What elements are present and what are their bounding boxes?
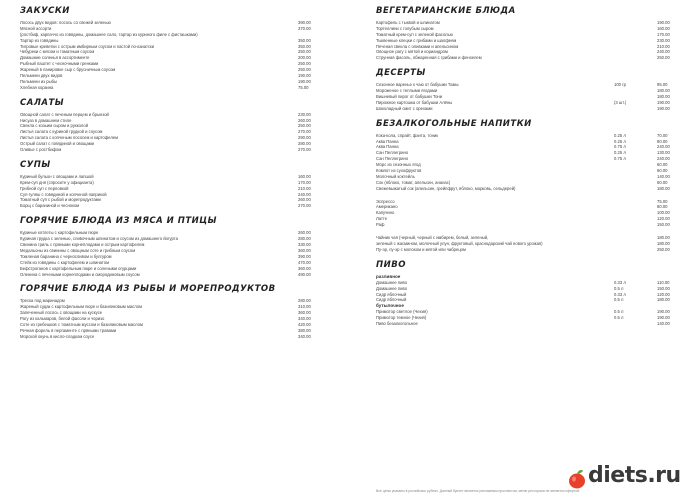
item-name: Свекла с козьим сыром и рукколой (20, 123, 89, 129)
item-price: 170.00 (298, 179, 311, 185)
item-name: Свежевыжатый сок (апельсин, грейпфрут, яблоко, морковь, сельдерей) (376, 185, 516, 191)
item-name: Жареный в панировке сыр с брусничным соусом (20, 67, 116, 73)
item-name: Острый салат с говядиной и овощами (20, 141, 95, 147)
item-name: Треска под маринадом (20, 298, 65, 304)
section-title: ЗАКУСКИ (20, 6, 70, 16)
item-name: Пиво безалкогольное (376, 321, 418, 327)
item-name: Овощной салат с печеным перцем и брынзой (20, 111, 109, 117)
item-price: 260.00 (298, 117, 311, 123)
site-logo[interactable] (566, 462, 684, 494)
item-quantity: 0.33 л (614, 279, 626, 285)
item-name: Овощное рагу с мятой и кориандром (376, 49, 448, 55)
item-quantity: 100 гр (614, 82, 627, 88)
item-price: 100.00 (657, 210, 670, 216)
item-price: 420.00 (298, 321, 311, 327)
menu-item (376, 247, 672, 253)
item-name: Куриная грудка с зеленью, сливочным шпинатом и соусом из домашнего йогурта (20, 236, 178, 242)
item-name: Латте (376, 216, 388, 222)
item-price: 340.00 (298, 316, 311, 322)
item-price: 150.00 (657, 285, 670, 291)
item-price: 360.00 (298, 247, 311, 253)
item-price: 60.00 (657, 168, 668, 174)
item-price: 390.00 (298, 20, 311, 25)
item-name: Крем-суп дня (спросите у официанта) (20, 179, 94, 185)
item-name: Раф (376, 222, 385, 228)
item-name: Листья салата с куриной грудкой и соусом (20, 129, 103, 135)
item-name: Морс из сезонных ягод (376, 162, 421, 168)
item-price: 380.00 (298, 327, 311, 333)
footnote: Все цены указаны в российских рублях. Данный буклет является рекламным проспектом, меню ресторана не является офертой. (376, 489, 581, 493)
item-price: 60.00 (657, 179, 668, 185)
menu-section (20, 160, 320, 209)
item-price: 360.00 (298, 265, 311, 271)
item-price: 180.00 (657, 94, 670, 100)
menu-item (376, 222, 672, 228)
item-quantity: 0.25 л (614, 150, 626, 156)
item-price: 190.00 (657, 20, 670, 25)
item-name: Оливье с ростбифом (20, 147, 62, 153)
item-name: Американо (376, 204, 398, 210)
item-price: 280.00 (298, 298, 311, 304)
item-price: 180.00 (657, 235, 670, 241)
item-name: Печеная свекла с оливками и апельсином (376, 43, 459, 49)
item-name: Листья салата с копченым лососем и картофелем (20, 135, 119, 141)
menu-item (20, 85, 320, 91)
item-price: 75.00 (657, 198, 668, 204)
item-price: 250.00 (298, 123, 311, 129)
item-price: 470.00 (298, 259, 311, 265)
item-name: Молочный коктейль (376, 173, 415, 179)
item-price: 170.00 (657, 31, 670, 37)
item-price: 210.00 (298, 185, 311, 191)
item-name: Примотор светлое (Чехия) (376, 309, 428, 315)
item-name: Куриный бульон с овощами и лапшой (20, 173, 94, 179)
section-title: САЛАТЫ (20, 97, 65, 108)
item-price: 270.00 (298, 129, 311, 135)
menu-section (376, 199, 672, 228)
item-price: 190.00 (657, 99, 670, 105)
item-quantity: 0.33 л (614, 291, 626, 297)
item-name: Пельмени двух видов (20, 73, 63, 79)
item-name: Речная форель в пергаменте с пряными травами (20, 327, 117, 333)
item-name: Сан Пеллегрино (376, 150, 409, 156)
item-name: (ростбиф, карпаччо из говядины, домашнее сало, тартар из куриного филе с фисташками) (20, 31, 198, 37)
right-column (376, 6, 672, 334)
menu-section (376, 68, 672, 111)
item-quantity: 0.5 л (614, 285, 624, 291)
left-column (20, 6, 320, 347)
item-price: 75.00 (298, 84, 309, 90)
item-price: 190.00 (657, 309, 670, 315)
item-name: Свинина гриль с пряными корнеплодами и острым картофелем (20, 242, 145, 248)
item-name: Бефстроганов с картофельным пюре и солеными огурцами (20, 265, 137, 271)
item-quantity: 0.5 л (614, 297, 624, 303)
item-price: 210.00 (657, 43, 670, 49)
item-price: 70.00 (657, 132, 668, 138)
menu-item (20, 334, 320, 340)
item-price: 240.00 (657, 144, 670, 150)
subsection-label: разливное (376, 273, 401, 279)
item-name: Лосось двух видов: лосось со свежей зеленью (20, 20, 111, 25)
item-price: 350.00 (298, 43, 311, 49)
item-price: 180.00 (657, 88, 670, 94)
item-name: Домашнее пиво (376, 285, 408, 291)
item-name: Чебуреки с мясом и томатным соусом (20, 49, 95, 55)
item-price: 270.00 (298, 203, 311, 209)
item-name: Сидр яблочный (376, 297, 407, 303)
item-price: 230.00 (657, 37, 670, 43)
item-name: Стейк из говядины с картофелем и шпинатом (20, 259, 109, 265)
item-quantity: (3 шт.) (614, 99, 627, 105)
item-name: Мороженое с теплыми ягодами (376, 88, 438, 94)
item-price: 180.00 (657, 185, 670, 191)
item-price: 270.00 (298, 147, 311, 153)
item-price: 110.00 (657, 279, 670, 285)
apple-icon (566, 468, 588, 490)
item-quantity: 0.75 л (614, 144, 626, 150)
item-name: Жареный судак с картофельным пюре и базиликовым маслом (20, 304, 142, 310)
menu-item (20, 147, 320, 153)
item-price: 150.00 (657, 222, 670, 228)
item-price: 390.00 (298, 253, 311, 259)
item-name: Пирожное картошка от бабушки Алёны (376, 99, 453, 105)
item-name: Мясной ассорти (20, 25, 52, 31)
item-name: Рагу из кальмаров, белой фасоли и чоризо (20, 316, 105, 322)
item-price: 370.00 (298, 25, 311, 31)
item-price: 200.00 (298, 55, 311, 61)
item-price: 360.00 (298, 310, 311, 316)
item-price: 190.00 (657, 105, 670, 111)
section-title: БЕЗАЛКОГОЛЬНЫЕ НАПИТКИ (376, 118, 532, 129)
item-price: 60.00 (657, 162, 668, 168)
menu-item (376, 321, 672, 327)
item-name: Тигровые креветки с острым имбирным соусом и пастой по-азиатски (20, 43, 155, 49)
item-price: 230.00 (298, 111, 311, 117)
item-name: Компот из сухофруктов (376, 168, 422, 174)
logo-text: diets.ru (588, 463, 681, 488)
item-name: Кока-кола, спрайт, фанта, тоник (376, 132, 439, 138)
item-price: 250.00 (298, 61, 311, 67)
item-name: Хлебная корзина (20, 84, 54, 90)
item-price: 290.00 (298, 135, 311, 141)
item-name: Соте из гребешков с томатным муссом и базиликовым маслом (20, 321, 143, 327)
item-name: Суп-гуляш с говядиной и копченой паприкой (20, 191, 107, 197)
item-price: 240.00 (657, 49, 670, 55)
item-price: 250.00 (298, 49, 311, 55)
item-price: 130.00 (657, 150, 670, 156)
item-price: 250.00 (298, 67, 311, 73)
item-name: Сидр яблочный (376, 291, 407, 297)
item-price: 250.00 (657, 55, 670, 61)
item-price: 80.00 (657, 204, 668, 210)
item-name: Капучино (376, 210, 395, 216)
item-price: 120.00 (657, 216, 670, 222)
menu-item (376, 297, 672, 303)
item-name: Томатный крем-суп с зеленой фасолью (376, 31, 453, 37)
item-name: Картофель с тыквой и шпинатом (376, 20, 440, 25)
menu-item (20, 203, 320, 209)
item-name: Примотор темное (Чехия) (376, 315, 427, 321)
section-title: СУПЫ (20, 159, 51, 170)
item-name: Морской окунь в кисло-сладком соусе (20, 333, 95, 339)
item-price: 95.00 (657, 82, 668, 88)
item-price: 330.00 (298, 242, 311, 248)
section-title: ПИВО (376, 259, 406, 270)
menu-section (376, 235, 672, 253)
item-name: Пельмени из рыбы (20, 78, 58, 84)
item-name: Грибной суп с перловкой (20, 185, 69, 191)
item-name: Запеченный лосось с овощами на кускусе (20, 310, 103, 316)
item-name: Томленая баранина с черносливом и булгуром (20, 253, 112, 259)
item-name: Шоколадный смит с орехами (376, 105, 433, 111)
menu-section (20, 6, 320, 91)
item-quantity: 0.25 л (614, 138, 626, 144)
item-name: Сезонное варенье к чаю от бабушки Тамы (376, 82, 459, 88)
section-title: ДЕСЕРТЫ (376, 68, 426, 79)
item-name: Томатный суп с рыбой и морепродуктами (20, 197, 101, 203)
menu-section (20, 98, 320, 153)
item-quantity: 0.75 л (614, 156, 626, 162)
item-price: 240.00 (298, 191, 311, 197)
item-price: 350.00 (298, 37, 311, 43)
item-name: Тортеллини с голубым сыром (376, 25, 434, 31)
subsection-label: бутылочное (376, 303, 404, 309)
item-price: 180.00 (657, 297, 670, 303)
item-price: 190.00 (298, 73, 311, 79)
item-name: зеленый с жасмином, молочный улун, фруктовый, краснодарский чай нового урожая) (376, 240, 543, 246)
item-name: Чайник чая (черный, черный с имбирем, белый, зеленый, (376, 235, 489, 241)
item-price: 160.00 (298, 173, 311, 179)
menu-item (20, 272, 320, 278)
item-price: 90.00 (657, 138, 668, 144)
item-name: Сок (яблоко, томат, апельсин, ананас) (376, 179, 451, 185)
item-price: 160.00 (657, 25, 670, 31)
menu-item (376, 106, 672, 112)
item-name: Тыквенные клецки с грибами и шалфеем (376, 37, 457, 43)
menu-section (376, 6, 672, 61)
item-name: Сан Пеллегрино (376, 156, 409, 162)
item-price: 140.00 (657, 173, 670, 179)
item-name: Медальоны из свинины с овощным соте и грибным соусом (20, 247, 136, 253)
item-name: Аква Панна (376, 138, 399, 144)
menu-section (376, 260, 672, 327)
menu-item (376, 186, 672, 192)
item-quantity: 0.5 л (614, 309, 624, 315)
menu-item (376, 55, 672, 61)
item-name: Вишневый пирог от бабушки Тони (376, 94, 443, 100)
item-quantity: 0.25 л (614, 132, 626, 138)
item-price: 180.00 (657, 240, 670, 246)
item-price: 260.00 (298, 197, 311, 203)
item-price: 190.00 (298, 78, 311, 84)
item-price: 190.00 (657, 315, 670, 321)
section-title: ГОРЯЧИЕ БЛЮДА ИЗ РЫБЫ И МОРЕПРОДУКТОВ (20, 284, 276, 295)
item-quantity: 0.5 л (614, 315, 624, 321)
item-name: Домашнее пиво (376, 279, 408, 285)
item-name: Тартар из говядины (20, 37, 59, 43)
section-title: ГОРЯЧИЕ БЛЮДА ИЗ МЯСА И ПТИЦЫ (20, 216, 217, 227)
item-name: Домашние соленья в ассортименте (20, 55, 90, 61)
item-price: 490.00 (298, 271, 311, 277)
item-price: 280.00 (298, 141, 311, 147)
item-price: 260.00 (298, 230, 311, 236)
menu-section (20, 216, 320, 277)
item-price: 120.00 (657, 291, 670, 297)
item-price: 250.00 (657, 246, 670, 252)
menu-section (376, 119, 672, 192)
item-price: 140.00 (657, 321, 670, 327)
item-price: 340.00 (298, 333, 311, 339)
item-name: Куриные котлеты с картофельным пюре (20, 230, 99, 236)
item-price: 280.00 (298, 236, 311, 242)
item-price: 240.00 (657, 156, 670, 162)
item-name: Оленина с печеными корнеплодами и смородиновым соусом (20, 271, 140, 277)
item-price: 310.00 (298, 304, 311, 310)
item-name: Эспрессо (376, 198, 395, 204)
item-name: Борщ с бараниной и чесноком (20, 203, 80, 209)
item-name: Нисуаз в домашнем стиле (20, 117, 72, 123)
item-name: Струнная фасоль, обжаренная с грибами и фенхелем (376, 55, 482, 61)
item-name: Пу-эр, пу-эр с молоком и мятой или чабрецом (376, 246, 466, 252)
item-name: Аква Панна (376, 144, 399, 150)
item-name: Рыбный паштет с чесночными гренками (20, 61, 99, 67)
menu-section (20, 284, 320, 339)
section-title: ВЕГЕТАРИАНСКИЕ БЛЮДА (376, 6, 516, 16)
